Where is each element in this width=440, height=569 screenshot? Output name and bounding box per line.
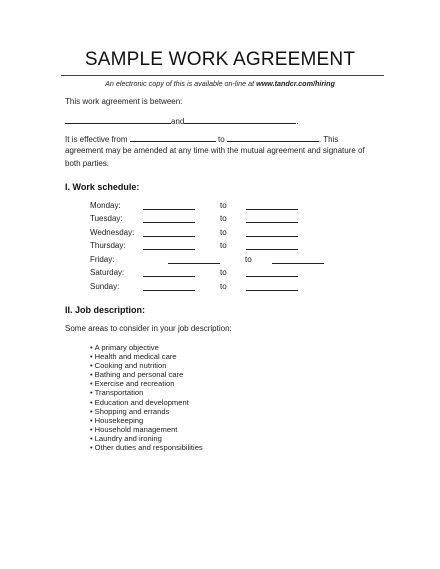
day-label: Wednesday: <box>90 228 135 237</box>
to-label: to <box>220 282 227 291</box>
effective-from-label: It is effective from <box>65 135 128 144</box>
amend-line-2: both parties. <box>65 159 110 168</box>
period-label: . <box>296 117 299 126</box>
and-label: and <box>171 117 185 126</box>
to-label: to <box>245 255 252 264</box>
party-two-blank[interactable] <box>184 115 299 126</box>
end-time-blank[interactable] <box>246 249 298 250</box>
list-item: • Household management <box>90 425 203 434</box>
start-time-blank[interactable] <box>143 276 195 277</box>
effective-start-blank[interactable] <box>130 133 216 142</box>
start-time-blank[interactable] <box>143 209 195 210</box>
end-time-blank[interactable] <box>246 222 298 223</box>
list-item: • Exercise and recreation <box>90 379 203 388</box>
list-item: • Transportation <box>90 388 203 397</box>
schedule-row-tuesday <box>90 214 330 224</box>
effective-sentence-end: . This <box>318 135 339 144</box>
to-label: to <box>220 201 227 210</box>
list-item: • Bathing and personal care <box>90 370 203 379</box>
online-copy-notice <box>0 79 440 88</box>
online-copy-url[interactable]: www.tandcr.com/hiring <box>256 79 335 88</box>
between-line: This work agreement is between: <box>65 97 183 106</box>
start-time-blank[interactable] <box>143 290 195 291</box>
schedule-row-saturday <box>90 268 330 278</box>
schedule-row-monday <box>90 201 330 211</box>
job-description-intro: Some areas to consider in your job description: <box>65 324 232 333</box>
schedule-row-sunday <box>90 282 330 292</box>
effective-end-blank[interactable] <box>227 133 319 142</box>
day-label: Thursday: <box>90 241 126 250</box>
list-item: • Health and medical care <box>90 352 203 361</box>
start-time-blank[interactable] <box>143 236 195 237</box>
job-description-heading: II. Job description: <box>65 305 146 315</box>
to-label: to <box>220 228 227 237</box>
parties-line <box>65 115 299 127</box>
end-time-blank[interactable] <box>246 236 298 237</box>
end-time-blank[interactable] <box>246 290 298 291</box>
day-label: Saturday: <box>90 268 125 277</box>
end-time-blank[interactable] <box>246 276 298 277</box>
amend-line-1: agreement may be amended at any time with the mutual agreement and signature of <box>65 146 365 155</box>
list-item: • A primary objective <box>90 343 203 352</box>
start-time-blank[interactable] <box>168 263 220 264</box>
to-label: to <box>220 214 227 223</box>
start-time-blank[interactable] <box>143 222 195 223</box>
to-label: to <box>220 241 227 250</box>
list-item: • Housekeeping <box>90 416 203 425</box>
end-time-blank[interactable] <box>246 209 298 210</box>
list-item: • Other duties and responsibilities <box>90 443 203 452</box>
party-one-blank[interactable] <box>65 115 171 124</box>
schedule-row-thursday <box>90 241 330 251</box>
schedule-row-wednesday <box>90 228 330 238</box>
end-time-blank[interactable] <box>272 263 324 264</box>
schedule-row-friday <box>90 255 330 265</box>
day-label: Sunday: <box>90 282 120 291</box>
work-schedule-heading: I. Work schedule: <box>65 182 140 192</box>
online-copy-text: An electronic copy of this is available on-line at <box>105 79 257 88</box>
effective-line <box>65 133 338 145</box>
list-item: • Laundry and ironing <box>90 434 203 443</box>
job-areas-list <box>90 343 203 452</box>
day-label: Monday: <box>90 201 121 210</box>
title-divider <box>61 75 384 76</box>
effective-to-label: to <box>218 135 225 144</box>
list-item: • Shopping and errands <box>90 407 203 416</box>
day-label: Friday: <box>90 255 115 264</box>
start-time-blank[interactable] <box>143 249 195 250</box>
day-label: Tuesday: <box>90 214 123 223</box>
to-label: to <box>220 268 227 277</box>
document-title: SAMPLE WORK AGREEMENT <box>84 49 356 70</box>
list-item: • Education and development <box>90 398 203 407</box>
list-item: • Cooking and nutrition <box>90 361 203 370</box>
